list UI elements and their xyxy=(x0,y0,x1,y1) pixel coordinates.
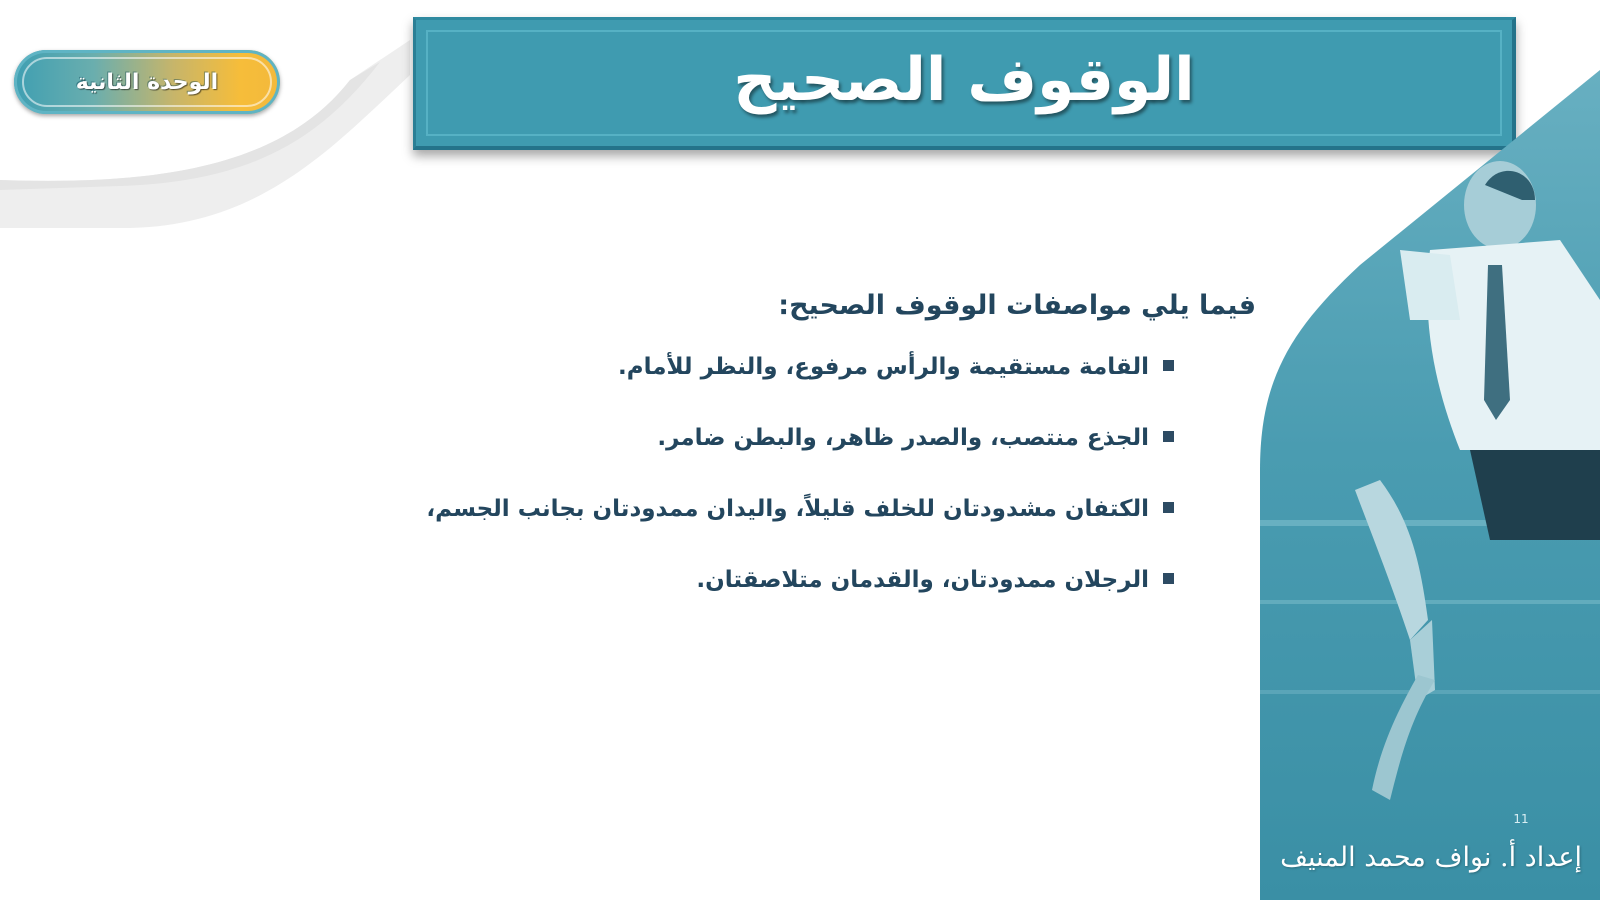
unit-badge xyxy=(14,50,280,114)
bullet-list xyxy=(260,347,1256,631)
athlete-figure-image xyxy=(1260,0,1600,900)
square-bullet-icon xyxy=(1163,502,1174,513)
unit-badge-label: الوحدة الثانية xyxy=(75,69,219,95)
content-area xyxy=(260,290,1256,631)
list-item xyxy=(260,489,1174,560)
bullet-text: القامة مستقيمة والرأس مرفوع، والنظر للأمام. xyxy=(618,354,1149,380)
author-credit: إعداد أ. نواف محمد المنيف xyxy=(1280,842,1582,873)
list-item xyxy=(260,560,1174,631)
list-item xyxy=(260,347,1174,418)
intro-text: فيما يلي مواصفات الوقوف الصحيح: xyxy=(778,290,1256,321)
square-bullet-icon xyxy=(1163,573,1174,584)
unit-badge-inner xyxy=(22,57,272,107)
list-item xyxy=(260,418,1174,489)
slide-title: الوقوف الصحيح xyxy=(733,45,1195,115)
bullet-text: الكتفان مشدودتان للخلف قليلاً، واليدان ممدودتان بجانب الجسم، xyxy=(426,496,1149,522)
page-number: 11 xyxy=(1513,812,1529,826)
bullet-text: الجذع منتصب، والصدر ظاهر، والبطن ضامر. xyxy=(657,425,1149,451)
square-bullet-icon xyxy=(1163,431,1174,442)
bullet-text: الرجلان ممدودتان، والقدمان متلاصقتان. xyxy=(696,567,1149,593)
square-bullet-icon xyxy=(1163,360,1174,371)
